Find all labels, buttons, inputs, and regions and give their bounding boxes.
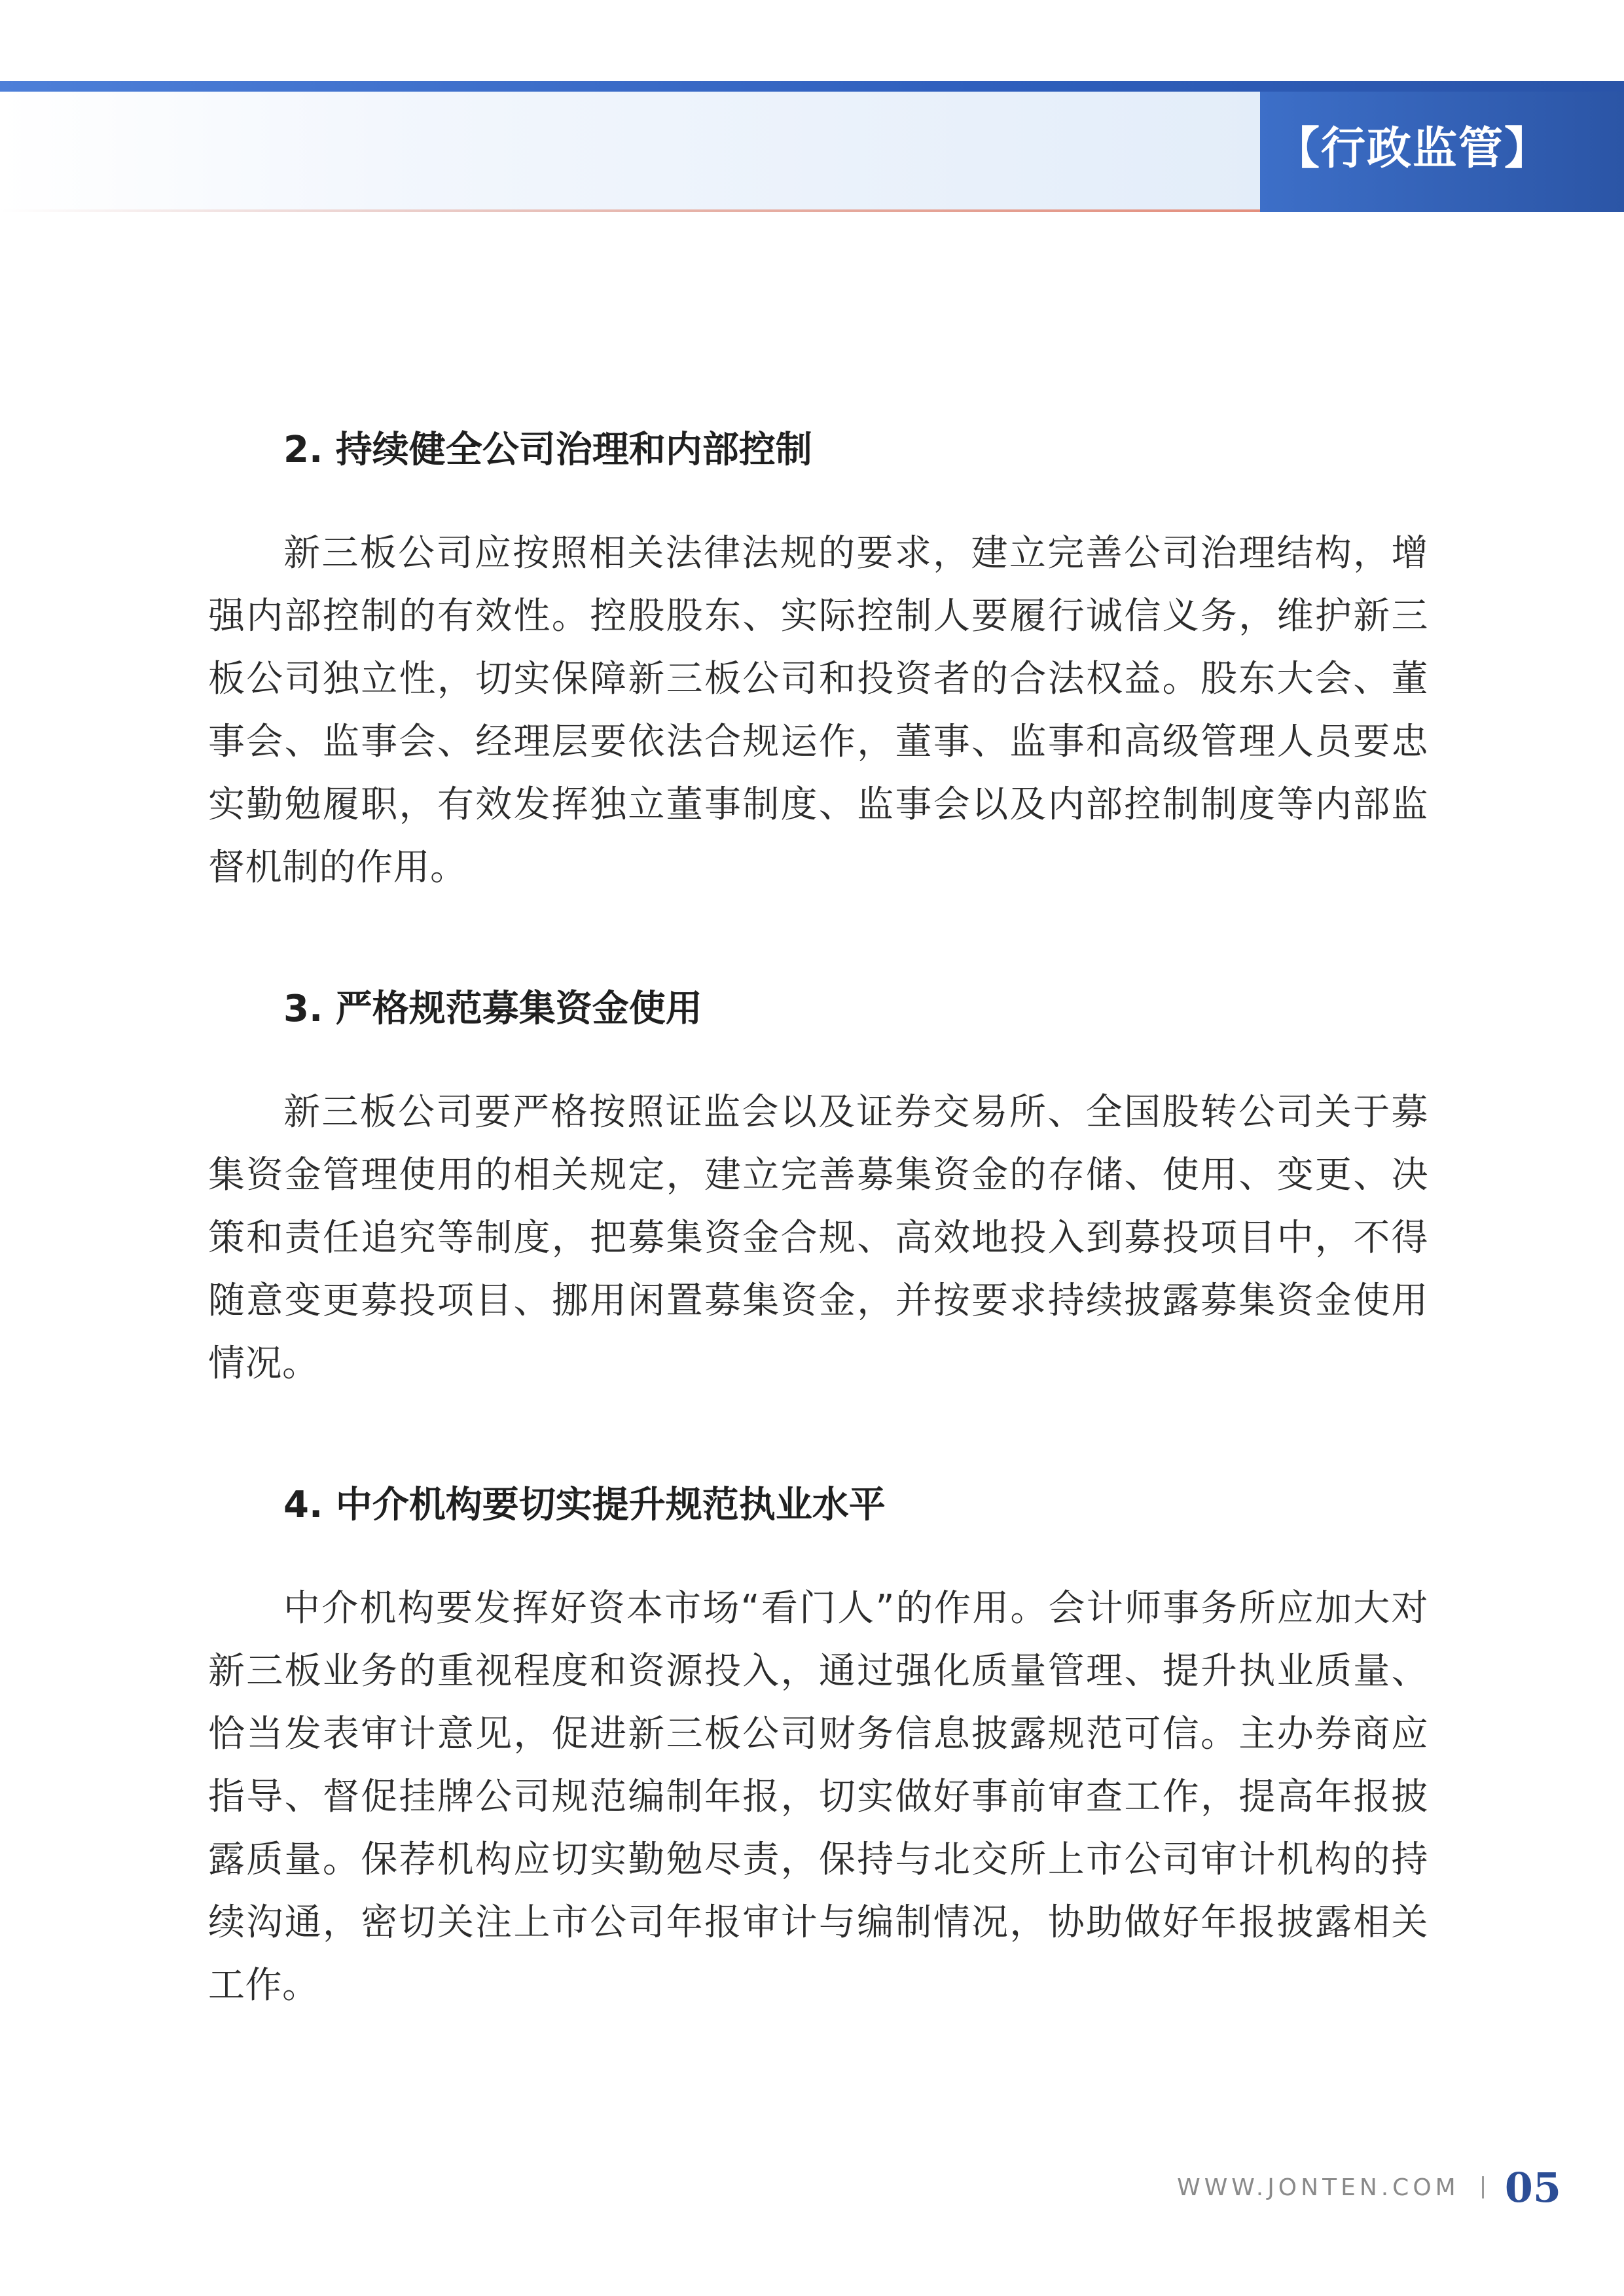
header-underline [0, 209, 1260, 212]
header-band [0, 92, 1260, 212]
footer-website: WWW.JONTEN.COM [1177, 2174, 1460, 2201]
section-3-title: 3. 严格规范募集资金使用 [283, 988, 702, 1030]
document-content [208, 419, 1428, 2017]
section-tag: 【行政监管】 [1274, 122, 1550, 175]
section-3-body: 新三板公司要严格按照证监会以及证券交易所、全国股转公司关于募集资金管理使用的相关规定，建立完善募集资金的存储、使用、变更、决策和责任追究等制度，把募集资金合规、高效地投入到募投项目中，不得随意变更募投项目、挪用闲置募集资金，并按要求持续披露募集资金使用情况。 [208, 1091, 1428, 1385]
footer-separator [1482, 2176, 1484, 2198]
section-2-title: 2. 持续健全公司治理和内部控制 [283, 429, 812, 471]
page-footer [1177, 2157, 1561, 2217]
section-4-title: 4. 中介机构要切实提升规范执业水平 [283, 1484, 886, 1526]
section-2-body: 新三板公司应按照相关法律法规的要求，建立完善公司治理结构，增强内部控制的有效性。控股股东、实际控制人要履行诚信义务，维护新三板公司独立性，切实保障新三板公司和投资者的合法权益。股东大会、董事会、监事会、经理层要依法合规运作，董事、监事和高级管理人员要忠实勤勉履职，有效发挥独立董事制度、监事会以及内部控制制度等内部监督机制的作用。 [208, 532, 1428, 889]
header-top-bar [0, 81, 1624, 92]
section-4-body: 中介机构要发挥好资本市场“看门人”的作用。会计师事务所应加大对新三板业务的重视程度和资源投入，通过强化质量管理、提升执业质量、恰当发表审计意见，促进新三板公司财务信息披露规范可信。主办券商应指导、督促挂牌公司规范编制年报，切实做好事前审查工作，提高年报披露质量。保荐机构应切实勤勉尽责，保持与北交所上市公司审计机构的持续沟通，密切关注上市公司年报审计与编制情况，协助做好年报披露相关工作。 [208, 1587, 1428, 2007]
page-number: 05 [1504, 2163, 1561, 2212]
